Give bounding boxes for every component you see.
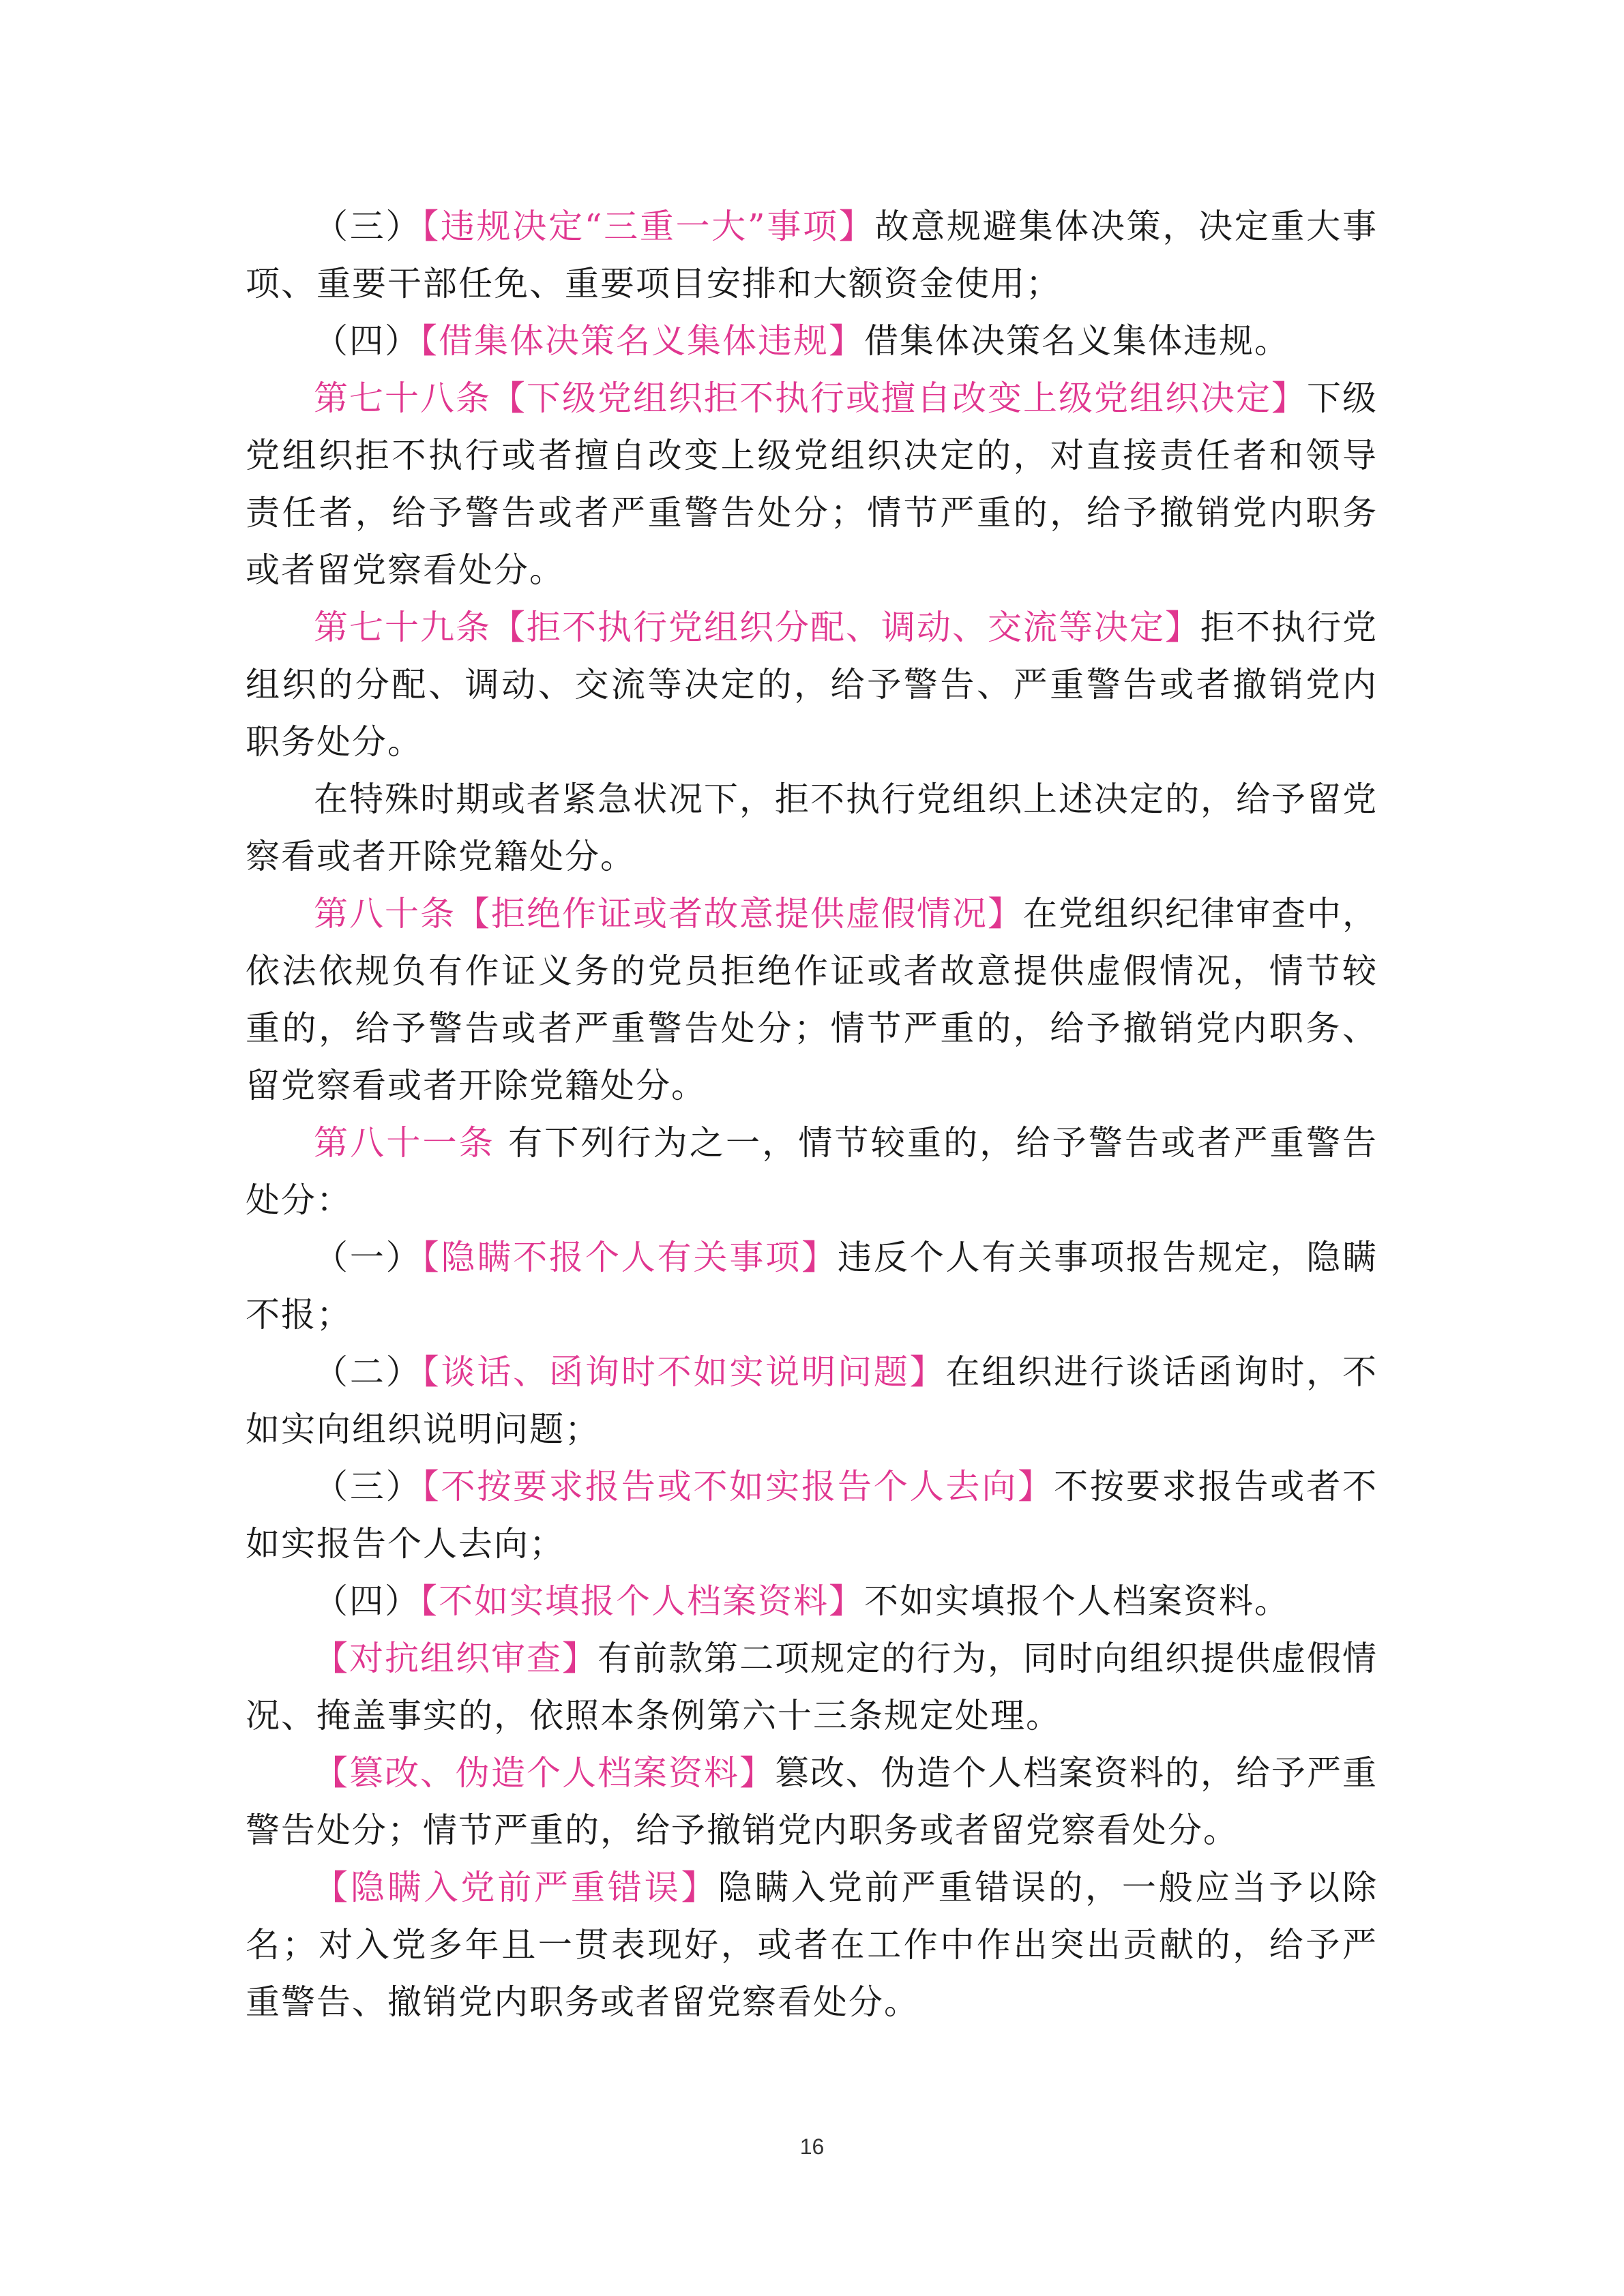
clause-title: 【不如实填报个人档案资料】 [420,1581,864,1621]
paragraph-5 [246,771,1378,885]
clause-title: 【隐瞒入党前严重错误】 [314,1868,718,1907]
clause-text: 借集体决策名义集体违规。 [864,321,1290,361]
paragraph-10 [246,1458,1378,1572]
clause-title: 【违规决定“三重一大”事项】 [422,207,875,246]
paragraph-13 [246,1744,1378,1859]
clause-text: 下级党组织拒不执行或者擅自改变上级党组织决定的，对直接责任者和领导责任者，给予警告或者严重警告处分；情节严重的，给予撤销党内职务或者留党察看处分。 [246,378,1378,590]
paragraph-3 [246,370,1378,599]
clause-text: 有下列行为之一，情节较重的，给予警告或者严重警告处分： [246,1123,1378,1220]
clause-text: 有前款第二项规定的行为，同时向组织提供虚假情况、掩盖事实的，依照本条例第六十三条规定处理。 [246,1639,1378,1735]
clause-text: 在特殊时期或者紧急状况下，拒不执行党组织上述决定的，给予留党察看或者开除党籍处分。 [246,779,1378,876]
clause-text: 不如实填报个人档案资料。 [864,1581,1290,1621]
clause-title: 【隐瞒不报个人有关事项】 [422,1238,838,1277]
paragraph-8 [246,1229,1378,1343]
item-prefix: （一） [314,1238,422,1277]
clause-text: 在党组织纪律审查中，依法依规负有作证义务的党员拒绝作证或者故意提供虚假情况，情节较重的，给予警告或者严重警告处分；情节严重的，给予撤销党内职务、留党察看或者开除党籍处分。 [246,894,1378,1105]
paragraph-11 [246,1572,1378,1630]
paragraph-7 [246,1114,1378,1229]
clause-title: 【谈话、函询时不如实说明问题】 [422,1352,946,1392]
page-number: 16 [799,2134,825,2159]
clause-title: 第七十九条【拒不执行党组织分配、调动、交流等决定】 [314,608,1200,647]
paragraph-14 [246,1859,1378,2031]
item-prefix: （四） [314,1581,420,1621]
paragraph-12 [246,1630,1378,1744]
paragraph-6 [246,885,1378,1114]
document-body [246,198,1378,2031]
clause-text: 不按要求报告或者不如实报告个人去向； [246,1467,1378,1564]
clause-title: 【借集体决策名义集体违规】 [420,321,864,361]
clause-text: 违反个人有关事项报告规定，隐瞒不报； [246,1238,1378,1335]
paragraph-4 [246,599,1378,771]
clause-title: 第七十八条【下级党组织拒不执行或擅自改变上级党组织决定】 [314,378,1307,418]
clause-text: 隐瞒入党前严重错误的，一般应当予以除名；对入党多年且一贯表现好，或者在工作中作出突出贡献的，给予严重警告、撤销党内职务或者留党察看处分。 [246,1868,1378,2022]
clause-text: 拒不执行党组织的分配、调动、交流等决定的，给予警告、严重警告或者撤销党内职务处分。 [246,608,1378,762]
paragraph-2 [246,312,1378,370]
clause-title: 【对抗组织审查】 [314,1639,597,1678]
item-prefix: （四） [314,321,420,361]
item-prefix: （三） [314,207,422,246]
clause-text: 在组织进行谈话函询时，不如实向组织说明问题； [246,1352,1378,1449]
clause-title: 【篡改、伪造个人档案资料】 [314,1753,775,1793]
clause-title: 【不按要求报告或不如实报告个人去向】 [422,1467,1054,1506]
item-prefix: （三） [314,1467,422,1506]
clause-title: 第八十条【拒绝作证或者故意提供虚假情况】 [314,894,1023,934]
paragraph-9 [246,1343,1378,1458]
clause-text: 故意规避集体决策，决定重大事项、重要干部任免、重要项目安排和大额资金使用； [246,207,1378,303]
clause-text: 篡改、伪造个人档案资料的，给予严重警告处分；情节严重的，给予撤销党内职务或者留党察看处分。 [246,1753,1378,1850]
clause-title: 第八十一条 [314,1123,495,1163]
paragraph-1 [246,198,1378,312]
item-prefix: （二） [314,1352,422,1392]
